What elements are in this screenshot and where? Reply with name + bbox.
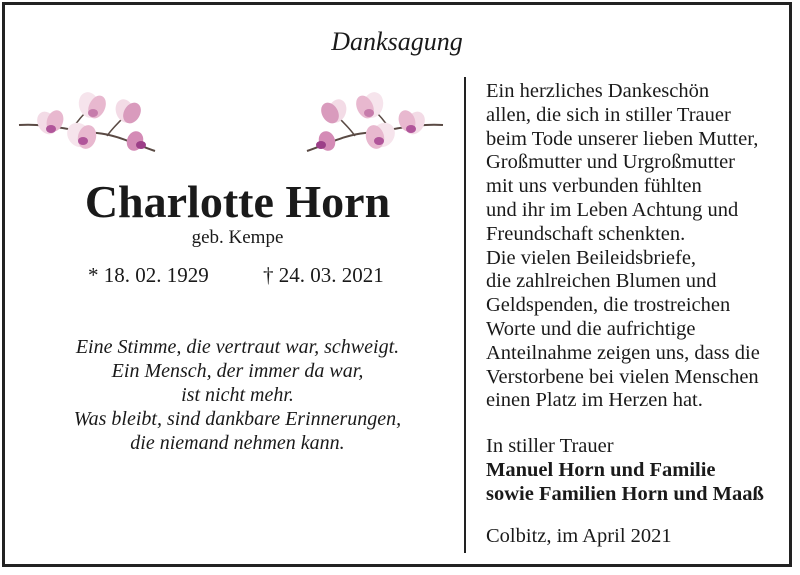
magnolia-branch-right-icon bbox=[305, 83, 445, 158]
heading: Danksagung bbox=[331, 27, 463, 56]
magnolia-branch-left-icon bbox=[17, 83, 157, 158]
poem-line: Was bleibt, sind dankbare Erinnerungen, bbox=[73, 408, 402, 430]
thanks-line: mit uns verbunden fühlten bbox=[486, 175, 702, 198]
poem-line: die niemand nehmen kann. bbox=[130, 432, 345, 454]
death-date: † 24. 03. 2021 bbox=[263, 263, 384, 287]
thanks-line: Geldspenden, die trostreichen bbox=[486, 294, 731, 317]
thanks-line: allen, die sich in stiller Trauer bbox=[486, 103, 731, 126]
thanks-line: Anteilnahme zeigen uns, dass die bbox=[486, 341, 760, 364]
place-date: Colbitz, im April 2021 bbox=[486, 525, 672, 547]
thanks-line: die zahlreichen Blumen und bbox=[486, 270, 717, 293]
deceased-name: Charlotte Horn bbox=[84, 176, 391, 227]
thanks-line: und ihr im Leben Achtung und bbox=[486, 198, 739, 221]
birth-date: * 18. 02. 1929 bbox=[88, 263, 209, 287]
thanks-line: einen Platz im Herzen hat. bbox=[486, 389, 703, 412]
memorial-poem bbox=[5, 335, 470, 455]
thanks-line: Ein herzliches Dankeschön bbox=[486, 80, 710, 102]
poem-line: Eine Stimme, die vertraut war, schweigt. bbox=[75, 336, 400, 358]
poem-line: ist nicht mehr. bbox=[181, 384, 294, 406]
maiden-name: geb. Kempe bbox=[191, 227, 284, 248]
thanks-line: Freundschaft schenkten. bbox=[486, 222, 686, 245]
thanks-line: Großmutter und Urgroßmutter bbox=[486, 151, 735, 174]
thanks-line: Worte und die aufrichtige bbox=[486, 317, 696, 340]
thanks-text bbox=[486, 80, 760, 413]
signature-family: sowie Familien Horn und Maaß bbox=[486, 483, 764, 505]
column-divider bbox=[464, 77, 466, 553]
thanks-line: beim Tode unserer lieben Mutter, bbox=[486, 127, 759, 150]
thanks-line: Verstorbene bei vielen Menschen bbox=[486, 365, 759, 388]
poem-line: Ein Mensch, der immer da war, bbox=[111, 360, 364, 382]
obituary-card bbox=[2, 2, 792, 567]
signature-family: Manuel Horn und Familie bbox=[486, 459, 716, 481]
signature-block bbox=[486, 434, 764, 506]
thanks-line: Die vielen Beileidsbriefe, bbox=[486, 246, 697, 269]
signature-intro: In stiller Trauer bbox=[486, 435, 614, 457]
